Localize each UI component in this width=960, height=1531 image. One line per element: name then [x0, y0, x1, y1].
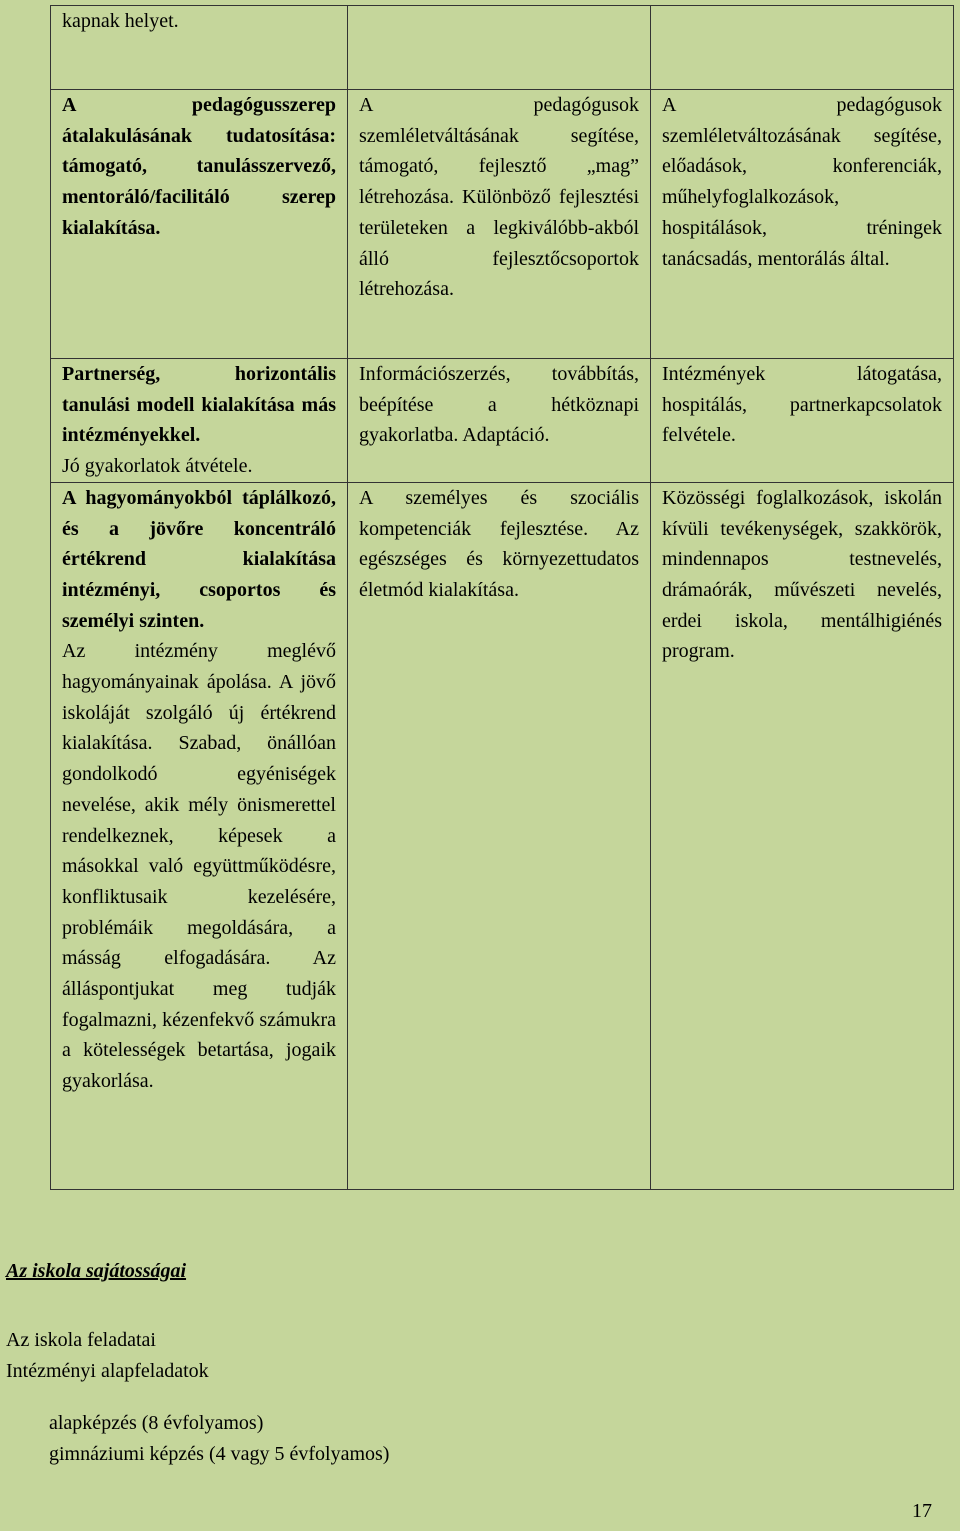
table-cell	[651, 6, 954, 90]
table-cell-goal	[51, 90, 348, 359]
list-item: gimnáziumi képzés (4 vagy 5 évfolyamos)	[49, 1443, 390, 1465]
cell-text-bold: Partnerség, horizontális tanulási modell kialakítása más intézményekkel.	[62, 363, 336, 447]
table-cell-goal	[51, 359, 348, 483]
table-cell-task	[348, 359, 651, 483]
table-cell-method	[651, 90, 954, 359]
section-heading: Az iskola sajátosságai	[6, 1260, 187, 1282]
page-number: 17	[912, 1500, 932, 1522]
table-row	[51, 6, 954, 90]
cell-text: Információszerzés, továbbítás, beépítése a hétköznapi gyakorlatba. Adaptáció.	[359, 363, 639, 447]
section-line: Intézményi alapfeladatok	[6, 1360, 209, 1382]
cell-text: kapnak helyet.	[62, 10, 179, 32]
cell-text-bold: A hagyományokból táplálkozó, és a jövőre koncentráló értékrend kialakítása intézményi, csoportos és személyi szinten.	[62, 486, 336, 632]
cell-text: A személyes és szociális kompetenciák fejlesztése. Az egészséges és környezettudatos életmód kialakítása.	[359, 486, 639, 601]
table-cell-goal	[51, 482, 348, 1189]
cell-text: Jó gyakorlatok átvétele.	[62, 455, 253, 478]
table-cell-task	[348, 90, 651, 359]
table-cell-task	[348, 482, 651, 1189]
cell-text: A pedagógusszerep átalakulásának tudatosítása: támogató, tanulásszervező, mentoráló/facilitáló szerep kialakítása.	[62, 94, 336, 239]
cell-text: Az intézmény meglévő hagyományainak ápolása. A jövő iskoláját szolgáló új értékrend kialakítása. Szabad, önállóan gondolkodó egyéniségek nevelése, akik mély önismerettel rendelkeznek, képesek a másokkal való együttműködésre, konfliktusaik kezelésére, problémáik megoldására, a másság elfogadására. Az álláspontjukat meg tudják fogalmazni, kézenfekvő számukra a kötelességek betartása, jogaik gyakorlása.	[62, 640, 336, 1093]
goals-table	[50, 5, 954, 1190]
table-row	[51, 359, 954, 483]
table-row	[51, 482, 954, 1189]
cell-text: Közösségi foglalkozások, iskolán kívüli tevékenységek, szakkörök, mindennapos testnevelés, drámaórák, művészeti nevelés, erdei iskola, mentálhigiénés program.	[662, 486, 942, 663]
table-row	[51, 90, 954, 359]
cell-text: A pedagógusok szemléletváltozásának segítése, előadások, konferenciák, műhelyfoglalkozások, hospitálások, tréningek tanácsadás, mentorálás által.	[662, 94, 942, 270]
table-cell-method	[651, 482, 954, 1189]
section-line: Az iskola feladatai	[6, 1329, 156, 1351]
table-cell	[348, 6, 651, 90]
cell-text: Intézmények látogatása, hospitálás, partnerkapcsolatok felvétele.	[662, 363, 942, 447]
list-item: alapképzés (8 évfolyamos)	[49, 1412, 264, 1434]
table-cell	[51, 6, 348, 90]
table-cell-method	[651, 359, 954, 483]
cell-text: A pedagógusok szemléletváltásának segítése, támogató, fejlesztő „mag” létrehozása. Különböző fejlesztési területeken a legkiválóbb-akból álló fejlesztőcsoportok létrehozása.	[359, 94, 639, 301]
